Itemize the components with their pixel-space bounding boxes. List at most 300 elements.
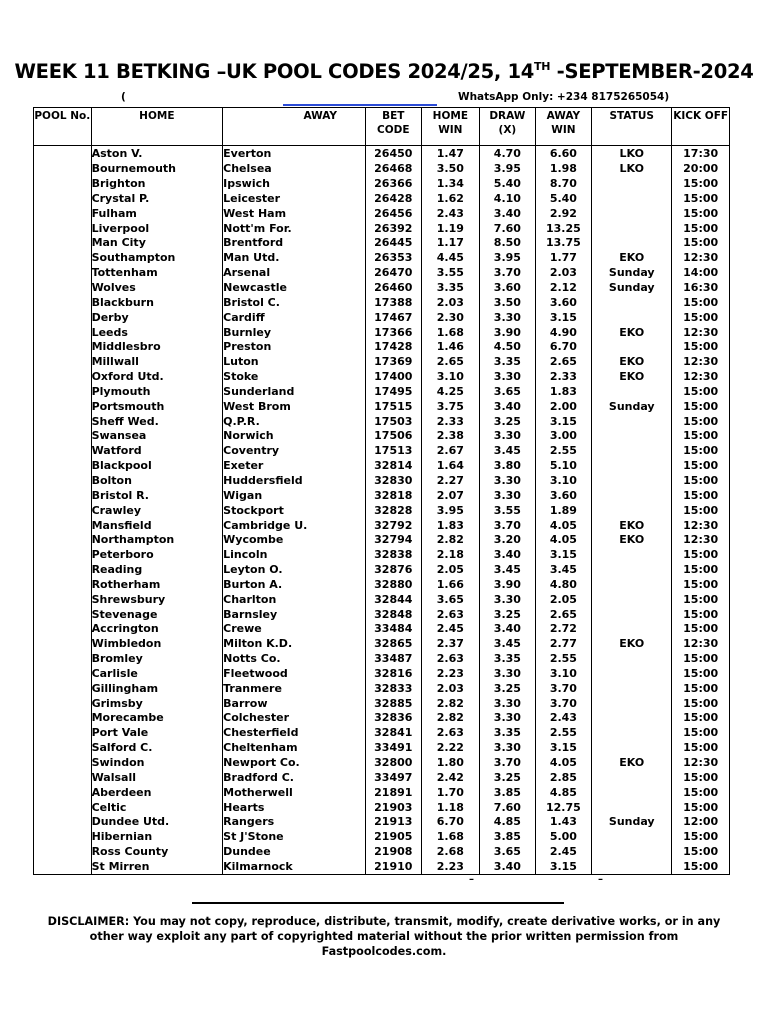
pool-no-cell <box>34 414 92 429</box>
home-team-cell: Liverpool <box>91 221 223 236</box>
home-win-odds-cell: 2.42 <box>421 770 480 785</box>
away-team-cell: Exeter <box>223 459 366 474</box>
kick-off-cell: 15:00 <box>672 770 730 785</box>
status-cell: EKO <box>592 251 672 266</box>
table-row <box>34 518 730 533</box>
header-draw: DRAW (X) <box>480 108 536 146</box>
table-row <box>34 548 730 563</box>
home-team-cell: Aston V. <box>91 146 223 162</box>
page-title <box>0 60 768 83</box>
home-team-cell: Gillingham <box>91 681 223 696</box>
home-team-cell: Bromley <box>91 652 223 667</box>
status-cell: EKO <box>592 518 672 533</box>
table-row <box>34 340 730 355</box>
bet-code-cell: 17467 <box>366 310 422 325</box>
away-win-odds-cell: 2.45 <box>535 845 592 860</box>
kick-off-cell: 12:30 <box>672 370 730 385</box>
pool-no-cell <box>34 785 92 800</box>
header-pool-no: POOL No. <box>34 108 92 146</box>
home-win-odds-cell: 1.80 <box>421 756 480 771</box>
pool-no-cell <box>34 637 92 652</box>
status-cell <box>592 770 672 785</box>
pool-no-cell <box>34 815 92 830</box>
away-team-cell: Notts Co. <box>223 652 366 667</box>
away-win-odds-cell: 2.85 <box>535 770 592 785</box>
kick-off-cell: 15:00 <box>672 474 730 489</box>
kick-off-cell: 12:00 <box>672 815 730 830</box>
table-row <box>34 577 730 592</box>
home-team-cell: Bournemouth <box>91 162 223 177</box>
kick-off-cell: 15:00 <box>672 830 730 845</box>
kick-off-cell: 15:00 <box>672 340 730 355</box>
bet-code-cell: 17369 <box>366 355 422 370</box>
table-row <box>34 681 730 696</box>
away-win-odds-cell: 3.70 <box>535 696 592 711</box>
bet-code-cell: 26392 <box>366 221 422 236</box>
pool-codes-table <box>33 107 730 875</box>
table-row <box>34 370 730 385</box>
table-row <box>34 637 730 652</box>
pool-no-cell <box>34 681 92 696</box>
draw-odds-cell: 3.90 <box>480 325 536 340</box>
draw-odds-cell: 3.70 <box>480 266 536 281</box>
draw-odds-cell: 3.40 <box>480 860 536 875</box>
home-team-cell: Blackpool <box>91 459 223 474</box>
away-win-odds-cell: 2.72 <box>535 622 592 637</box>
away-team-cell: Dundee <box>223 845 366 860</box>
status-cell <box>592 488 672 503</box>
bet-code-cell: 17428 <box>366 340 422 355</box>
away-team-cell: Chelsea <box>223 162 366 177</box>
table-row <box>34 696 730 711</box>
away-team-cell: Crewe <box>223 622 366 637</box>
status-cell <box>592 236 672 251</box>
home-team-cell: Plymouth <box>91 385 223 400</box>
home-team-cell: Oxford Utd. <box>91 370 223 385</box>
pool-no-cell <box>34 236 92 251</box>
draw-odds-cell: 3.50 <box>480 295 536 310</box>
kick-off-cell: 15:00 <box>672 577 730 592</box>
status-cell <box>592 340 672 355</box>
home-team-cell: Reading <box>91 563 223 578</box>
away-team-cell: Motherwell <box>223 785 366 800</box>
table-row <box>34 667 730 682</box>
away-team-cell: Leyton O. <box>223 563 366 578</box>
away-team-cell: Cheltenham <box>223 741 366 756</box>
away-win-odds-cell: 3.15 <box>535 310 592 325</box>
home-win-odds-cell: 3.10 <box>421 370 480 385</box>
kick-off-cell: 15:00 <box>672 414 730 429</box>
bet-code-cell: 32816 <box>366 667 422 682</box>
kick-off-cell: 15:00 <box>672 607 730 622</box>
table-row <box>34 236 730 251</box>
home-win-odds-cell: 1.68 <box>421 830 480 845</box>
pool-no-cell <box>34 162 92 177</box>
away-win-odds-cell: 3.15 <box>535 741 592 756</box>
bet-code-cell: 17503 <box>366 414 422 429</box>
pool-no-cell <box>34 548 92 563</box>
kick-off-cell: 15:00 <box>672 548 730 563</box>
home-team-cell: Walsall <box>91 770 223 785</box>
home-team-cell: Fulham <box>91 206 223 221</box>
bet-code-cell: 32865 <box>366 637 422 652</box>
away-team-cell: Milton K.D. <box>223 637 366 652</box>
away-win-odds-cell: 2.55 <box>535 726 592 741</box>
status-cell <box>592 652 672 667</box>
home-win-odds-cell: 1.19 <box>421 221 480 236</box>
kick-off-cell: 15:00 <box>672 592 730 607</box>
home-win-odds-cell: 3.95 <box>421 503 480 518</box>
kick-off-cell: 15:00 <box>672 206 730 221</box>
table-row <box>34 770 730 785</box>
pool-no-cell <box>34 488 92 503</box>
footer-divider <box>192 902 564 904</box>
status-cell <box>592 607 672 622</box>
home-team-cell: Millwall <box>91 355 223 370</box>
bet-code-cell: 26470 <box>366 266 422 281</box>
header-bet-code: BET CODE <box>366 108 422 146</box>
home-win-odds-cell: 2.82 <box>421 696 480 711</box>
home-team-cell: Man City <box>91 236 223 251</box>
bet-code-cell: 17513 <box>366 444 422 459</box>
table-row <box>34 488 730 503</box>
away-win-odds-cell: 2.43 <box>535 711 592 726</box>
home-win-odds-cell: 2.38 <box>421 429 480 444</box>
table-row <box>34 830 730 845</box>
status-cell: Sunday <box>592 399 672 414</box>
status-cell <box>592 503 672 518</box>
away-win-odds-cell: 1.43 <box>535 815 592 830</box>
away-win-odds-cell: 4.05 <box>535 533 592 548</box>
kick-off-cell: 20:00 <box>672 162 730 177</box>
bet-code-cell: 33484 <box>366 622 422 637</box>
bet-code-cell: 17495 <box>366 385 422 400</box>
home-win-odds-cell: 2.82 <box>421 533 480 548</box>
home-team-cell: Ross County <box>91 845 223 860</box>
status-cell <box>592 444 672 459</box>
table-header-row <box>34 108 730 146</box>
pool-no-cell <box>34 726 92 741</box>
bet-code-cell: 17366 <box>366 325 422 340</box>
away-team-cell: Barrow <box>223 696 366 711</box>
status-cell: EKO <box>592 325 672 340</box>
away-win-odds-cell: 3.60 <box>535 488 592 503</box>
home-team-cell: Swansea <box>91 429 223 444</box>
kick-off-cell: 15:00 <box>672 681 730 696</box>
pool-no-cell <box>34 770 92 785</box>
home-team-cell: Southampton <box>91 251 223 266</box>
status-cell <box>592 206 672 221</box>
away-team-cell: Stoke <box>223 370 366 385</box>
bet-code-cell: 26450 <box>366 146 422 162</box>
pool-no-cell <box>34 295 92 310</box>
kick-off-cell: 12:30 <box>672 533 730 548</box>
draw-odds-cell: 3.40 <box>480 399 536 414</box>
home-win-odds-cell: 1.18 <box>421 800 480 815</box>
table-row <box>34 607 730 622</box>
bet-code-cell: 21903 <box>366 800 422 815</box>
status-cell: EKO <box>592 637 672 652</box>
home-team-cell: Wimbledon <box>91 637 223 652</box>
pool-no-cell <box>34 652 92 667</box>
pool-no-cell <box>34 192 92 207</box>
draw-odds-cell: 3.80 <box>480 459 536 474</box>
away-win-odds-cell: 5.40 <box>535 192 592 207</box>
draw-odds-cell: 3.60 <box>480 281 536 296</box>
status-cell <box>592 667 672 682</box>
kick-off-cell: 12:30 <box>672 518 730 533</box>
status-cell: EKO <box>592 355 672 370</box>
header-home-win: HOME WIN <box>421 108 480 146</box>
pool-no-cell <box>34 266 92 281</box>
pool-no-cell <box>34 607 92 622</box>
kick-off-cell: 16:30 <box>672 281 730 296</box>
status-cell <box>592 577 672 592</box>
home-win-odds-cell: 2.82 <box>421 711 480 726</box>
away-win-odds-cell: 2.77 <box>535 637 592 652</box>
draw-odds-cell: 3.30 <box>480 474 536 489</box>
pool-no-cell <box>34 355 92 370</box>
home-win-odds-cell: 3.65 <box>421 592 480 607</box>
away-team-cell: West Brom <box>223 399 366 414</box>
bet-code-cell: 33491 <box>366 741 422 756</box>
bet-code-cell: 32792 <box>366 518 422 533</box>
away-win-odds-cell: 1.77 <box>535 251 592 266</box>
kick-off-cell: 15:00 <box>672 385 730 400</box>
table-row <box>34 563 730 578</box>
pool-no-cell <box>34 667 92 682</box>
away-team-cell: Stockport <box>223 503 366 518</box>
status-cell: EKO <box>592 756 672 771</box>
open-paren: ( <box>121 91 126 103</box>
table-row <box>34 310 730 325</box>
draw-odds-cell: 3.95 <box>480 251 536 266</box>
table-row <box>34 785 730 800</box>
pool-no-cell <box>34 429 92 444</box>
bet-code-cell: 21891 <box>366 785 422 800</box>
away-team-cell: Cambridge U. <box>223 518 366 533</box>
kick-off-cell: 15:00 <box>672 295 730 310</box>
pool-no-cell <box>34 474 92 489</box>
away-win-odds-cell: 4.90 <box>535 325 592 340</box>
draw-odds-cell: 3.45 <box>480 444 536 459</box>
home-team-cell: Stevenage <box>91 607 223 622</box>
away-win-odds-cell: 3.15 <box>535 860 592 875</box>
draw-odds-cell: 3.25 <box>480 607 536 622</box>
away-win-odds-cell: 6.70 <box>535 340 592 355</box>
kick-off-cell: 15:00 <box>672 503 730 518</box>
status-cell <box>592 711 672 726</box>
kick-off-cell: 15:00 <box>672 192 730 207</box>
away-win-odds-cell: 8.70 <box>535 177 592 192</box>
home-win-odds-cell: 1.70 <box>421 785 480 800</box>
away-win-odds-cell: 4.05 <box>535 518 592 533</box>
kick-off-cell: 15:00 <box>672 652 730 667</box>
draw-odds-cell: 3.35 <box>480 726 536 741</box>
away-team-cell: Arsenal <box>223 266 366 281</box>
pool-no-cell <box>34 756 92 771</box>
table-row <box>34 860 730 875</box>
away-win-odds-cell: 1.89 <box>535 503 592 518</box>
bet-code-cell: 32885 <box>366 696 422 711</box>
kick-off-cell: 12:30 <box>672 756 730 771</box>
bet-code-cell: 32828 <box>366 503 422 518</box>
draw-odds-cell: 3.85 <box>480 830 536 845</box>
away-team-cell: Bradford C. <box>223 770 366 785</box>
away-win-odds-cell: 2.65 <box>535 607 592 622</box>
home-team-cell: Middlesbro <box>91 340 223 355</box>
home-win-odds-cell: 2.05 <box>421 563 480 578</box>
away-team-cell: Q.P.R. <box>223 414 366 429</box>
away-team-cell: St J'Stone <box>223 830 366 845</box>
pool-no-cell <box>34 563 92 578</box>
status-cell <box>592 548 672 563</box>
home-win-odds-cell: 2.23 <box>421 667 480 682</box>
home-win-odds-cell: 3.55 <box>421 266 480 281</box>
away-team-cell: Charlton <box>223 592 366 607</box>
status-cell: LKO <box>592 162 672 177</box>
draw-odds-cell: 3.90 <box>480 577 536 592</box>
kick-off-cell: 12:30 <box>672 355 730 370</box>
bet-code-cell: 32800 <box>366 756 422 771</box>
away-team-cell: Barnsley <box>223 607 366 622</box>
status-cell <box>592 845 672 860</box>
draw-odds-cell: 4.70 <box>480 146 536 162</box>
header-away: AWAY <box>223 108 366 146</box>
home-win-odds-cell: 4.25 <box>421 385 480 400</box>
bet-code-cell: 26366 <box>366 177 422 192</box>
away-team-cell: Newcastle <box>223 281 366 296</box>
away-team-cell: Burton A. <box>223 577 366 592</box>
home-team-cell: Derby <box>91 310 223 325</box>
away-team-cell: Norwich <box>223 429 366 444</box>
draw-odds-cell: 3.40 <box>480 622 536 637</box>
table-row <box>34 800 730 815</box>
status-cell <box>592 622 672 637</box>
home-team-cell: Portsmouth <box>91 399 223 414</box>
bet-code-cell: 26456 <box>366 206 422 221</box>
away-win-odds-cell: 1.98 <box>535 162 592 177</box>
home-win-odds-cell: 2.68 <box>421 845 480 860</box>
table-row <box>34 815 730 830</box>
kick-off-cell: 15:00 <box>672 622 730 637</box>
table-row <box>34 414 730 429</box>
kick-off-cell: 15:00 <box>672 444 730 459</box>
bet-code-cell: 32841 <box>366 726 422 741</box>
away-win-odds-cell: 13.25 <box>535 221 592 236</box>
table-row <box>34 325 730 340</box>
status-cell <box>592 696 672 711</box>
bet-code-cell: 32833 <box>366 681 422 696</box>
draw-odds-cell: 3.20 <box>480 533 536 548</box>
kick-off-cell: 15:00 <box>672 711 730 726</box>
away-win-odds-cell: 2.55 <box>535 652 592 667</box>
bet-code-cell: 21908 <box>366 845 422 860</box>
draw-odds-cell: 3.30 <box>480 711 536 726</box>
away-win-odds-cell: 2.00 <box>535 399 592 414</box>
pool-no-cell <box>34 860 92 875</box>
status-cell: Sunday <box>592 281 672 296</box>
kick-off-cell: 15:00 <box>672 785 730 800</box>
away-win-odds-cell: 2.03 <box>535 266 592 281</box>
kick-off-cell: 15:00 <box>672 177 730 192</box>
draw-odds-cell: 3.40 <box>480 206 536 221</box>
table-row <box>34 429 730 444</box>
home-team-cell: Watford <box>91 444 223 459</box>
away-win-odds-cell: 5.10 <box>535 459 592 474</box>
kick-off-cell: 15:00 <box>672 310 730 325</box>
away-team-cell: Fleetwood <box>223 667 366 682</box>
pool-no-cell <box>34 503 92 518</box>
title-tail: -SEPTEMBER-2024 <box>550 60 754 83</box>
pool-no-cell <box>34 741 92 756</box>
status-cell <box>592 860 672 875</box>
kick-off-cell: 15:00 <box>672 563 730 578</box>
status-cell <box>592 221 672 236</box>
away-team-cell: Lincoln <box>223 548 366 563</box>
kick-off-cell: 12:30 <box>672 325 730 340</box>
draw-odds-cell: 3.45 <box>480 563 536 578</box>
table-row <box>34 652 730 667</box>
table-row <box>34 192 730 207</box>
bet-code-cell: 32848 <box>366 607 422 622</box>
status-cell <box>592 726 672 741</box>
bet-code-cell: 17506 <box>366 429 422 444</box>
home-team-cell: Tottenham <box>91 266 223 281</box>
pool-no-cell <box>34 518 92 533</box>
home-team-cell: Celtic <box>91 800 223 815</box>
bet-code-cell: 26428 <box>366 192 422 207</box>
away-team-cell: Chesterfield <box>223 726 366 741</box>
status-cell: Sunday <box>592 266 672 281</box>
kick-off-cell: 12:30 <box>672 637 730 652</box>
home-team-cell: Northampton <box>91 533 223 548</box>
home-win-odds-cell: 2.43 <box>421 206 480 221</box>
away-win-odds-cell: 3.70 <box>535 681 592 696</box>
draw-odds-cell: 3.35 <box>480 652 536 667</box>
pool-no-cell <box>34 399 92 414</box>
away-win-odds-cell: 4.80 <box>535 577 592 592</box>
table-row <box>34 459 730 474</box>
kick-off-cell: 15:00 <box>672 696 730 711</box>
draw-odds-cell: 8.50 <box>480 236 536 251</box>
bet-code-cell: 26468 <box>366 162 422 177</box>
home-win-odds-cell: 1.47 <box>421 146 480 162</box>
pool-no-cell <box>34 221 92 236</box>
pool-no-cell <box>34 533 92 548</box>
kick-off-cell: 15:00 <box>672 800 730 815</box>
table-row <box>34 221 730 236</box>
away-team-cell: Tranmere <box>223 681 366 696</box>
status-cell <box>592 681 672 696</box>
table-row <box>34 711 730 726</box>
draw-odds-cell: 3.30 <box>480 741 536 756</box>
bet-code-cell: 26445 <box>366 236 422 251</box>
home-team-cell: Crystal P. <box>91 192 223 207</box>
draw-odds-cell: 3.30 <box>480 429 536 444</box>
pool-no-cell <box>34 325 92 340</box>
pool-no-cell <box>34 622 92 637</box>
home-win-odds-cell: 4.45 <box>421 251 480 266</box>
contact-line <box>0 91 768 107</box>
status-cell <box>592 563 672 578</box>
home-win-odds-cell: 6.70 <box>421 815 480 830</box>
home-win-odds-cell: 2.33 <box>421 414 480 429</box>
status-cell: EKO <box>592 533 672 548</box>
home-win-odds-cell: 2.30 <box>421 310 480 325</box>
away-win-odds-cell: 6.60 <box>535 146 592 162</box>
draw-odds-cell: 3.85 <box>480 785 536 800</box>
